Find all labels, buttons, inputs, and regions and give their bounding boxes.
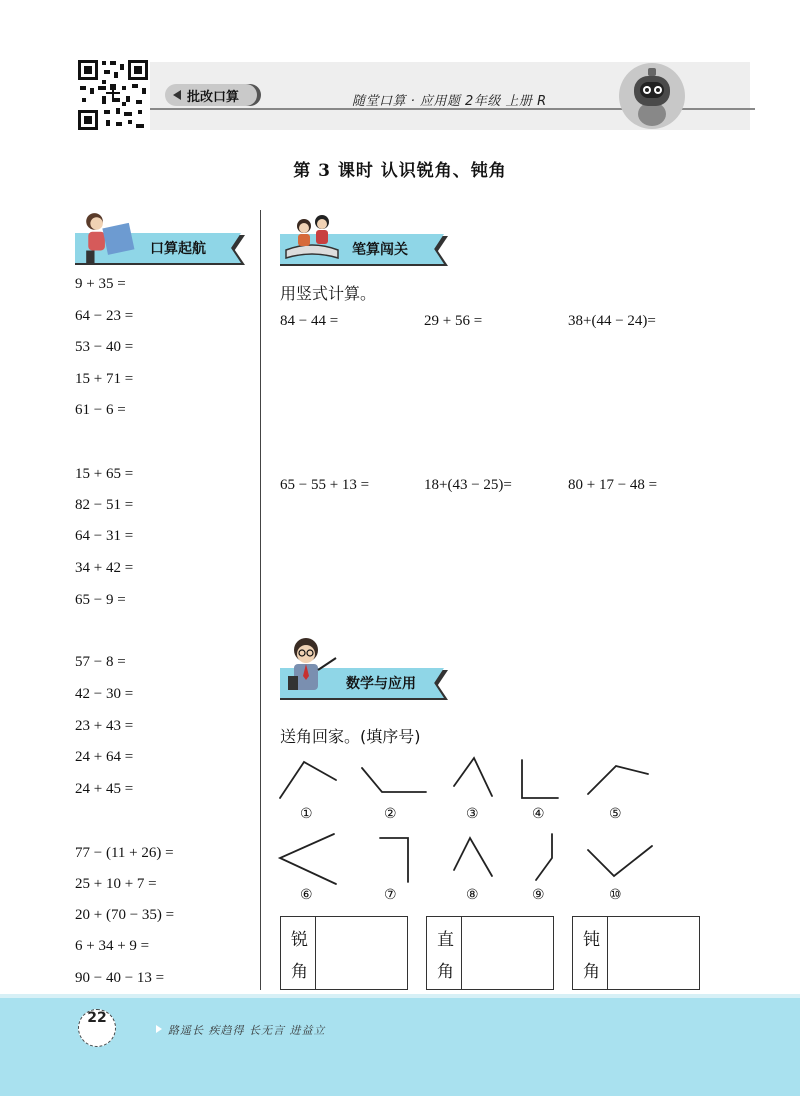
mental-problem-8: 64 − 31 =: [75, 528, 134, 544]
qr-code-icon[interactable]: [76, 58, 150, 132]
written-problem-2: 29 + 56 =: [424, 313, 483, 329]
written-problem-6: 80 + 17 − 48 =: [568, 477, 658, 493]
right-answer-area[interactable]: [463, 917, 553, 989]
page-number: 22: [78, 1009, 116, 1047]
right-label-char-1: 直: [437, 930, 454, 950]
angle-label-9: ⑨: [532, 887, 545, 903]
angle-4-shape: [522, 760, 558, 798]
book-title: 随堂口算 · 应用题 2年级 上册 R: [352, 94, 547, 109]
math-application-banner: [280, 668, 444, 698]
mental-problem-15: 24 + 45 =: [75, 781, 134, 797]
mental-problem-20: 90 − 40 − 13 =: [75, 970, 165, 986]
play-triangle-icon: [173, 90, 181, 100]
mental-problem-4: 15 + 71 =: [75, 371, 134, 387]
teacher-figure-icon: [280, 632, 340, 702]
column-divider: [260, 210, 261, 990]
right-label-char-2: 角: [437, 962, 454, 982]
angle-5-shape: [588, 766, 648, 794]
written-calc-banner: [280, 234, 444, 264]
grade-check-label: 批改口算: [187, 90, 240, 105]
mental-problem-6: 15 + 65 =: [75, 466, 134, 482]
mental-problem-7: 82 − 51 =: [75, 497, 134, 513]
written-calc-banner-label: 笔算闯关: [352, 242, 408, 258]
angle-label-7: ⑦: [384, 887, 397, 903]
obtuse-angle-label-cell: [573, 917, 608, 989]
robot-icon: [618, 62, 686, 130]
application-instruction: 送角回家。(填序号): [280, 727, 421, 746]
obtuse-angle-box: [572, 916, 700, 990]
right-angle-label-cell: [427, 917, 462, 989]
mental-math-banner: [75, 233, 241, 263]
mental-problem-1: 9 + 35 =: [75, 276, 126, 292]
angle-label-2: ②: [384, 806, 397, 822]
mental-problem-18: 20 + (70 − 35) =: [75, 907, 175, 923]
mental-problem-3: 53 − 40 =: [75, 339, 134, 355]
mental-problem-10: 65 − 9 =: [75, 592, 126, 608]
footer-motto: 路遥长 疾趋得 长无言 进益立: [168, 1024, 326, 1037]
angle-label-1: ①: [300, 806, 313, 822]
footer-band: [0, 998, 800, 1096]
lesson-title: 第 3 课时 认识锐角、钝角: [293, 161, 507, 181]
acute-angle-label-cell: [281, 917, 316, 989]
mental-problem-17: 25 + 10 + 7 =: [75, 876, 157, 892]
obtuse-label-char-2: 角: [583, 962, 600, 982]
mental-problem-12: 42 − 30 =: [75, 686, 134, 702]
mental-problem-2: 64 − 23 =: [75, 308, 134, 324]
angle-label-10: ⑩: [609, 887, 622, 903]
math-application-banner-label: 数学与应用: [346, 676, 416, 692]
reading-kids-icon: [282, 208, 342, 262]
written-problem-4: 65 − 55 + 13 =: [280, 477, 370, 493]
acute-angle-box: [280, 916, 408, 990]
acute-answer-area[interactable]: [317, 917, 407, 989]
mental-problem-14: 24 + 64 =: [75, 749, 134, 765]
angle-6-shape: [280, 834, 336, 884]
angle-1-shape: [280, 762, 336, 798]
angle-9-shape: [536, 834, 552, 880]
angle-label-3: ③: [466, 806, 479, 822]
student-figure-icon: [75, 211, 139, 263]
right-angle-box: [426, 916, 554, 990]
written-problem-1: 84 − 44 =: [280, 313, 339, 329]
written-instruction: 用竖式计算。: [280, 284, 377, 303]
angle-7-shape: [380, 838, 408, 882]
obtuse-label-char-1: 钝: [583, 930, 600, 950]
angle-figures: [270, 752, 670, 907]
angle-label-6: ⑥: [300, 887, 313, 903]
angle-10-shape: [588, 846, 652, 876]
mental-problem-5: 61 − 6 =: [75, 402, 126, 418]
obtuse-answer-area[interactable]: [609, 917, 699, 989]
mental-problem-11: 57 − 8 =: [75, 654, 126, 670]
written-problem-5: 18+(43 − 25)=: [424, 477, 512, 493]
acute-label-char-2: 角: [291, 962, 308, 982]
mental-problem-13: 23 + 43 =: [75, 718, 134, 734]
angle-8-shape: [454, 838, 492, 876]
written-problem-3: 38+(44 − 24)=: [568, 313, 656, 329]
mental-problem-19: 6 + 34 + 9 =: [75, 938, 150, 954]
mental-math-banner-label: 口算起航: [150, 241, 206, 257]
mental-problem-16: 77 − (11 + 26) =: [75, 845, 174, 861]
angle-label-4: ④: [532, 806, 545, 822]
grade-check-tab[interactable]: [165, 84, 257, 106]
acute-label-char-1: 锐: [291, 930, 308, 950]
angle-label-5: ⑤: [609, 806, 622, 822]
angle-label-8: ⑧: [466, 887, 479, 903]
mental-problem-9: 34 + 42 =: [75, 560, 134, 576]
angle-2-shape: [362, 768, 426, 792]
motto-arrow-icon: [156, 1025, 162, 1033]
angle-3-shape: [454, 758, 492, 796]
